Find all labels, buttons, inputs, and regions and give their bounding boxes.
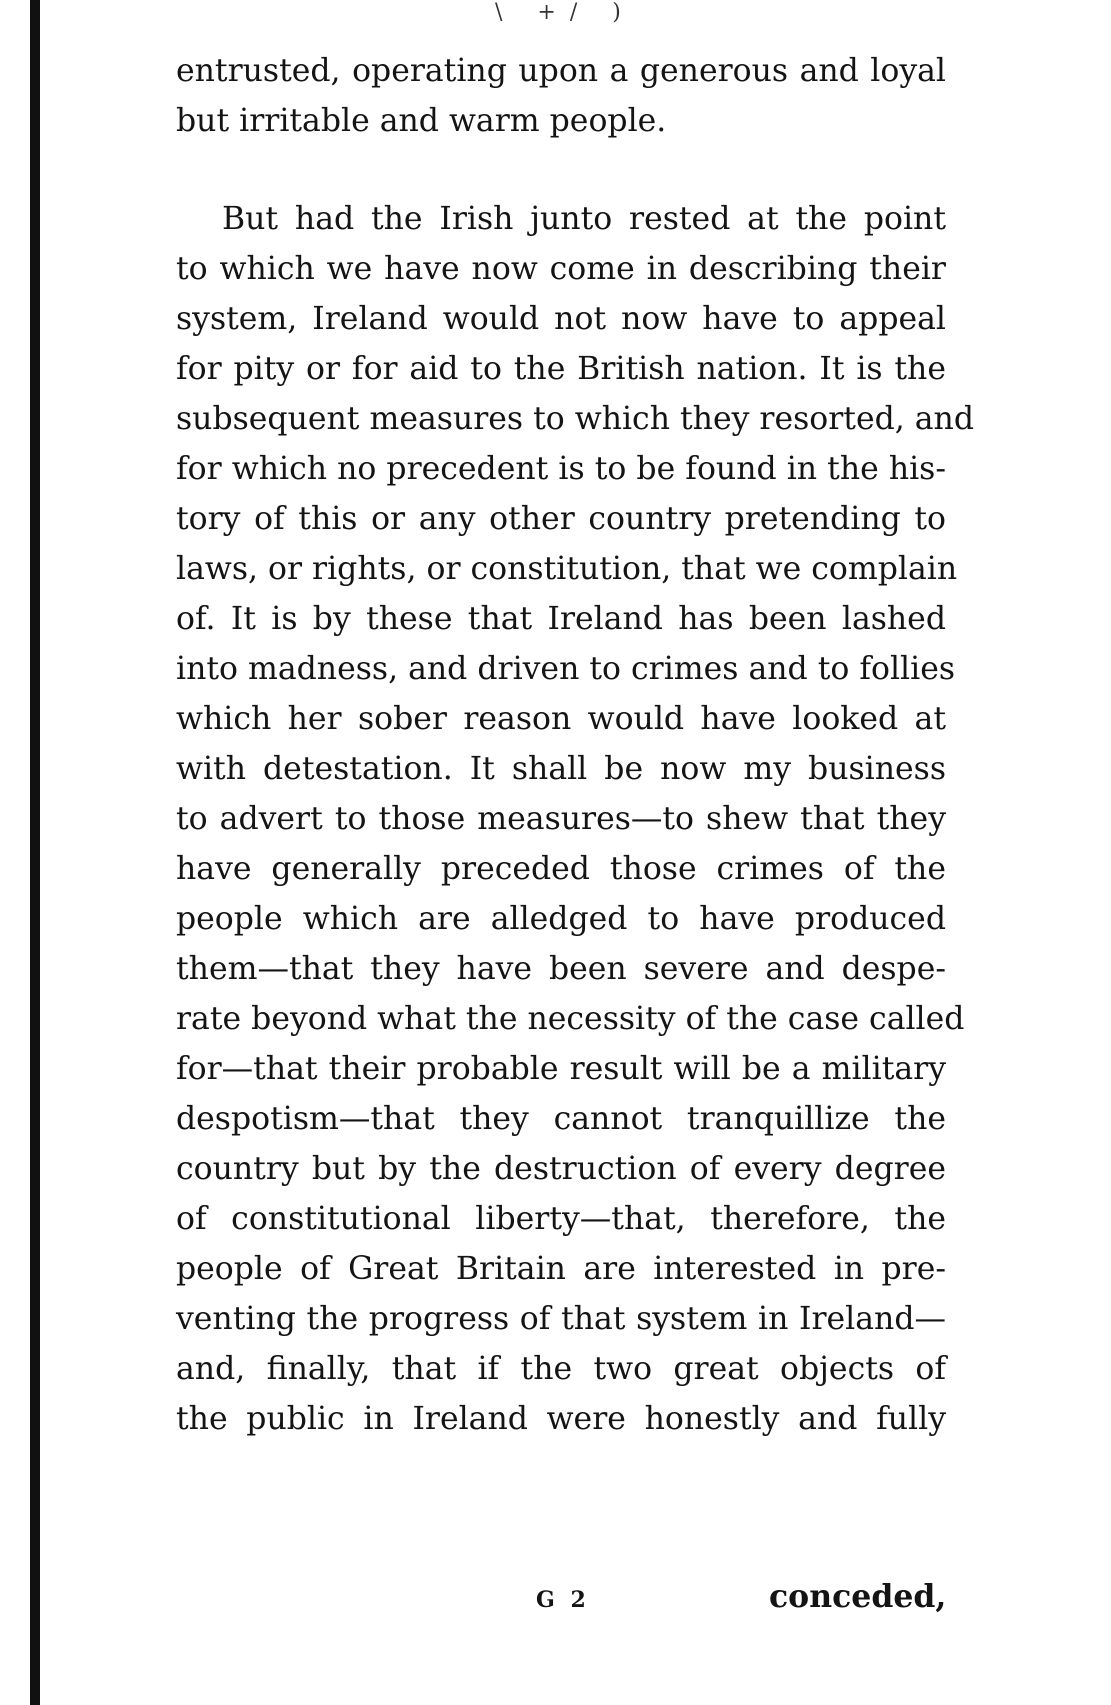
page-body [176, 46, 975, 1444]
paragraph-1 [176, 46, 946, 146]
signature-mark: G 2 [536, 1587, 590, 1613]
text-line: for—that their probable result will be a military [176, 1051, 946, 1087]
text-line: which her sober reason would have looked at [176, 701, 946, 737]
text-line: into madness, and driven to crimes and to follies [176, 651, 956, 687]
text-line: country but by the destruction of every degree [176, 1151, 946, 1187]
text-line: to advert to those measures—to shew that they [176, 801, 946, 837]
paragraph-2 [176, 194, 975, 1444]
text-line: rate beyond what the necessity of the case called [176, 1001, 965, 1037]
text-line: system, Ireland would not now have to appeal [176, 301, 946, 337]
text-line: venting the progress of that system in Ireland— [176, 1301, 946, 1337]
text-line: of constitutional liberty—that, therefore, the [176, 1201, 946, 1237]
text-line: them—that they have been severe and despe- [176, 951, 946, 987]
text-line: to which we have now come in describing their [176, 251, 946, 287]
text-line: entrusted, operating upon a generous and loyal [176, 53, 946, 89]
text-line: but irritable and warm people. [176, 103, 667, 139]
text-line: tory of this or any other country pretending to [176, 501, 946, 537]
text-line: for which no precedent is to be found in the his- [176, 451, 946, 487]
catchword: conceded, [769, 1578, 947, 1615]
text-line: subsequent measures to which they resorted, and [176, 401, 975, 437]
text-line: people of Great Britain are interested in pre- [176, 1251, 946, 1287]
text-line: and, finally, that if the two great objects of [176, 1351, 946, 1387]
text-line: But had the Irish junto rested at the point [222, 201, 946, 237]
page-header-mark: \ +/ ) [495, 0, 635, 25]
text-line: with detestation. It shall be now my business [176, 751, 946, 787]
text-line: for pity or for aid to the British nation. It is the [176, 351, 946, 387]
book-spine-shadow [30, 0, 40, 1705]
text-line: the public in Ireland were honestly and fully [176, 1401, 946, 1437]
text-line: despotism—that they cannot tranquillize the [176, 1101, 946, 1137]
text-line: have generally preceded those crimes of the [176, 851, 946, 887]
text-line: of. It is by these that Ireland has been lashed [176, 601, 946, 637]
text-line: people which are alledged to have produced [176, 901, 946, 937]
text-line: laws, or rights, or constitution, that we complain [176, 551, 958, 587]
